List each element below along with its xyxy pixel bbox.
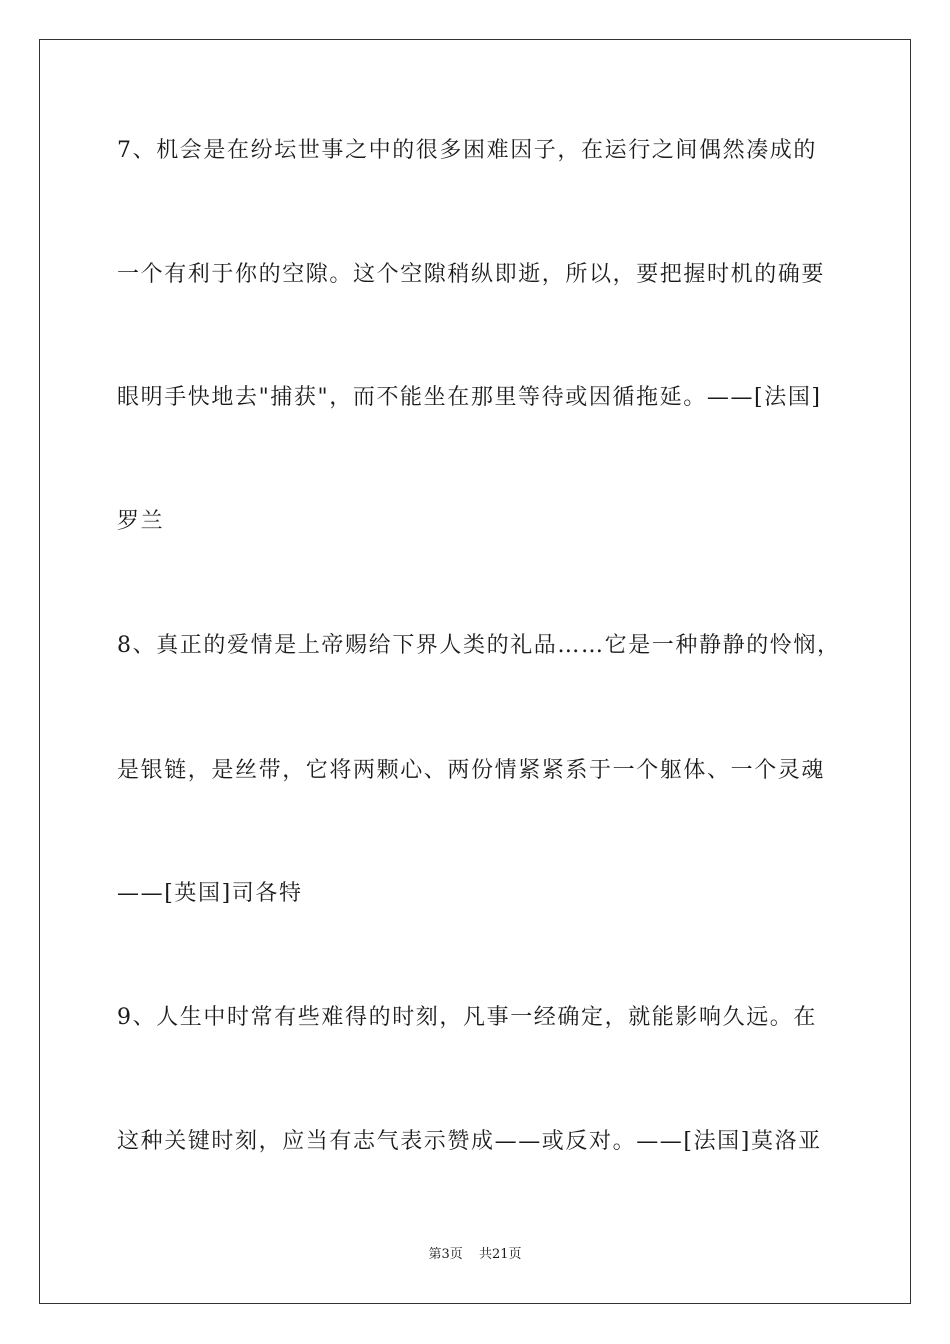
text-line: 8、真正的爱情是上帝赐给下界人类的礼品……它是一种静静的怜悯， [117,633,841,658]
text-line: 罗兰 [117,509,165,534]
text-line: 9、人生中时常有些难得的时刻，凡事一经确定，就能影响久远。在 [117,1005,817,1030]
text-line: 这种关键时刻，应当有志气表示赞成——或反对。——[法国]莫洛亚 [117,1129,822,1154]
text-line: 一个有利于你的空隙。这个空隙稍纵即逝，所以，要把握时机的确要 [117,262,826,287]
page-footer [0,1246,950,1264]
page-border [39,39,911,1304]
text-line: 是银链，是丝带，它将两颗心、两份情紧紧系于一个躯体、一个灵魂 [117,758,826,783]
page-number: 第3页 [428,1247,463,1262]
page-total: 共21页 [478,1247,522,1262]
text-line: 眼明手快地去"捕获"，而不能坐在那里等待或因循拖延。——[法国] [117,385,822,410]
text-line: ——[英国]司各特 [117,881,303,906]
text-line: 7、机会是在纷坛世事之中的很多困难因子，在运行之间偶然凑成的 [117,138,817,163]
